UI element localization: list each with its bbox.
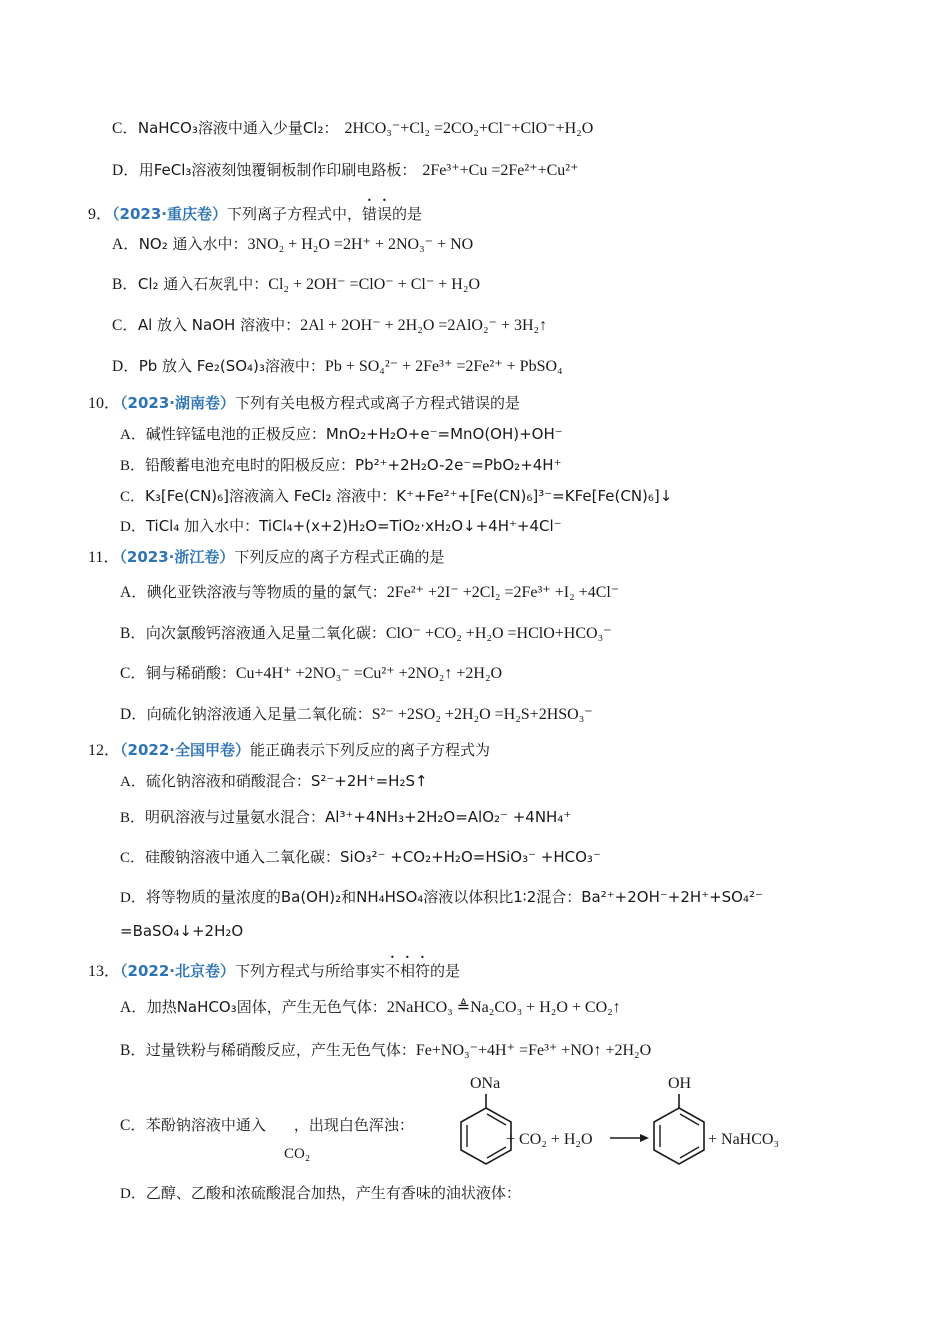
reactants-text: + CO₂ + H₂O — [506, 1131, 593, 1148]
equation: Pb + SO₄²⁻ + 2Fe³⁺ =2Fe²⁺ + PbSO₄ — [324, 358, 563, 375]
equation: Fe+NO₃⁻+4H⁺ =Fe³⁺ +NO↑ +2H₂O — [415, 1042, 652, 1059]
option-letter: C． — [120, 665, 146, 682]
equation: 2Al + 2OH⁻ + 2H₂O =2AlO₂⁻ + 3H₂↑ — [300, 317, 548, 334]
option-letter: B． — [112, 276, 138, 293]
q13-option-b — [120, 1039, 651, 1062]
option-text: 硅酸钠溶液中通入二氧化碳：SiO₃²⁻ +CO₂+H₂O=HSiO₃⁻ +HCO₃⁻ — [145, 848, 601, 866]
option-text: 明矾溶液与过量氨水混合：Al³⁺+4NH₃+2H₂O=AlO₂⁻ +4NH₄⁺ — [145, 808, 572, 826]
option-text: 向次氯酸钙溶液通入足量二氧化碳： — [145, 624, 386, 642]
q13-option-a — [120, 996, 621, 1019]
oh-label: OH — [668, 1075, 692, 1092]
q12-option-c — [120, 846, 601, 869]
q9-option-b — [112, 273, 480, 296]
equation: 2NaHCO₃ ≜Na₂CO₃ + H₂O + CO₂↑ — [386, 999, 621, 1016]
option-text-continued: =BaSO₄↓+2H₂O — [120, 922, 244, 940]
q12-option-d-continued — [120, 920, 243, 942]
q8-option-c — [112, 117, 593, 140]
stem-text: 下列离子方程式中， — [226, 205, 362, 223]
q9-option-c — [112, 314, 547, 337]
option-letter: B． — [120, 1042, 146, 1059]
question-source: （2023·浙江卷） — [119, 548, 235, 566]
option-text: K₃[Fe(CN)₆]溶液滴入 FeCl₂ 溶液中：K⁺+Fe²⁺+[Fe(CN)₆]³⁻=KFe[Fe(CN)₆]↓ — [145, 487, 673, 505]
option-letter: C． — [120, 850, 146, 866]
equation: 3NO₂ + H₂O =2H⁺ + 2NO₃⁻ + NO — [247, 236, 474, 253]
q9-option-a — [112, 233, 473, 256]
q13-option-c — [120, 1114, 414, 1137]
phenol-reaction-diagram — [440, 1068, 810, 1178]
option-text: 铅酸蓄电池充电时的阳极反应：Pb²⁺+2H₂O-2e⁻=PbO₂+4H⁺ — [145, 456, 562, 474]
option-letter: A． — [120, 584, 147, 601]
q12-option-a — [120, 770, 428, 793]
option-letter: D． — [112, 358, 139, 375]
option-letter: D． — [120, 890, 146, 906]
option-text: 用FeCl₃溶液刻蚀覆铜板制作印刷电路板： — [138, 161, 417, 179]
option-letter: D． — [120, 519, 146, 535]
option-text: 碱性锌锰电池的正极反应：MnO₂+H₂O+e⁻=MnO(OH)+OH⁻ — [145, 425, 563, 443]
option-text: 加热NaHCO₃固体，产生无色气体： — [146, 998, 387, 1016]
option-text: 苯酚钠溶液中通入 — [145, 1116, 266, 1134]
q10-option-b — [120, 454, 562, 477]
option-letter: D． — [120, 1186, 146, 1202]
option-text: 铜与稀硝酸： — [145, 664, 236, 682]
q11-option-a — [120, 581, 619, 604]
option-text: Cl₂ 通入石灰乳中： — [137, 275, 269, 293]
question-source: （2022·全国甲卷） — [120, 741, 250, 759]
q9-stem — [88, 196, 422, 226]
phenol-structure — [654, 1075, 704, 1164]
option-letter: A． — [112, 236, 139, 253]
q12-option-b — [120, 806, 571, 829]
option-text: 向硫化钠溶液通入足量二氧化硫： — [146, 705, 372, 723]
option-text-end: ，出现白色浑浊： — [293, 1116, 414, 1134]
equation: S²⁻ +2SO₂ +2H₂O =H₂S+2HSO₃⁻ — [371, 706, 593, 723]
q13-stem — [88, 953, 460, 983]
q11-option-b — [120, 622, 612, 645]
question-number: 11． — [88, 549, 120, 566]
question-source: （2023·湖南卷） — [120, 394, 235, 412]
equation: 2HCO₃⁻+Cl₂ =2CO₂+Cl⁻+ClO⁻+H₂O — [344, 120, 594, 137]
stem-text: 下列有关电极方程式或离子方程式错误的是 — [234, 394, 520, 412]
option-letter: D． — [112, 162, 139, 179]
co2-label: CO₂ — [284, 1146, 311, 1162]
option-text: TiCl₄ 加入水中：TiCl₄+(x+2)H₂O=TiO₂·xH₂O↓+4H⁺+4Cl⁻ — [145, 517, 562, 535]
option-letter: A． — [120, 427, 146, 443]
q10-option-a — [120, 423, 563, 446]
option-text: Al 放入 NaOH 溶液中： — [137, 316, 301, 334]
products-text: + NaHCO₃ — [708, 1131, 780, 1148]
option-letter: B． — [120, 625, 146, 642]
q8-option-d — [112, 159, 579, 182]
q13-option-d — [120, 1182, 521, 1205]
option-letter: C． — [120, 1117, 146, 1134]
sodium-phenoxide-structure — [461, 1075, 511, 1164]
option-letter: B． — [120, 810, 146, 826]
question-number: 9． — [88, 206, 113, 223]
option-letter: D． — [120, 706, 147, 723]
option-text: 碘化亚铁溶液与等物质的量的氯气： — [146, 583, 387, 601]
stem-text-end: 的是 — [430, 962, 461, 980]
equation: ClO⁻ +CO₂ +H₂O =HClO+HCO₃⁻ — [385, 625, 612, 642]
q10-stem — [88, 392, 520, 415]
q11-option-d — [120, 703, 593, 726]
option-letter: A． — [120, 774, 146, 790]
option-text: NaHCO₃溶液中通入少量Cl₂： — [137, 119, 339, 137]
q10-option-d — [120, 515, 562, 538]
q9-option-d — [112, 355, 563, 378]
option-text: NO₂ 通入水中： — [138, 235, 248, 253]
question-source: （2023·重庆卷） — [112, 205, 227, 223]
option-text: 硫化钠溶液和硝酸混合：S²⁻+2H⁺=H₂S↑ — [145, 772, 428, 790]
option-text: Pb 放入 Fe₂(SO₄)₃溶液中： — [138, 357, 325, 375]
equation: Cl₂ + 2OH⁻ =ClO⁻ + Cl⁻ + H₂O — [268, 276, 480, 293]
stem-text: 下列方程式与所给事实 — [234, 962, 385, 980]
question-number: 13． — [88, 963, 121, 980]
q10-option-c — [120, 485, 672, 508]
equation: 2Fe²⁺ +2I⁻ +2Cl₂ =2Fe³⁺ +I₂ +4Cl⁻ — [386, 584, 620, 601]
stem-text-end: 的是 — [392, 205, 423, 223]
option-letter: B． — [120, 458, 146, 474]
q12-stem — [88, 739, 490, 762]
stem-emphasis: 不相符 — [384, 962, 430, 980]
reaction-arrow — [610, 1134, 649, 1142]
option-text: 乙醇、乙酸和浓硫酸混合加热，产生有香味的油状液体： — [145, 1184, 521, 1202]
equation: Cu+4H⁺ +2NO₃⁻ =Cu²⁺ +2NO₂↑ +2H₂O — [235, 665, 503, 682]
q11-stem — [88, 546, 444, 569]
q11-option-c — [120, 662, 502, 685]
equation: 2Fe³⁺+Cu =2Fe²⁺+Cu²⁺ — [422, 162, 579, 179]
question-number: 10． — [88, 395, 121, 412]
option-letter: A． — [120, 999, 147, 1016]
ona-label: ONa — [470, 1075, 501, 1092]
stem-text: 能正确表示下列反应的离子方程式为 — [249, 741, 490, 759]
stem-emphasis: 错误 — [361, 205, 392, 223]
option-text: 过量铁粉与稀硝酸反应，产生无色气体： — [145, 1041, 416, 1059]
question-number: 12． — [88, 742, 121, 759]
q12-option-d — [120, 886, 763, 909]
option-letter: C． — [112, 120, 138, 137]
option-letter: C． — [112, 317, 138, 334]
option-text: 将等物质的量浓度的Ba(OH)₂和NH₄HSO₄溶液以体积比1∶2混合：Ba²⁺+2OH⁻+2H⁺+SO₄²⁻ — [145, 888, 763, 906]
option-letter: C． — [120, 489, 146, 505]
stem-text: 下列反应的离子方程式正确的是 — [234, 548, 445, 566]
question-source: （2022·北京卷） — [120, 962, 235, 980]
